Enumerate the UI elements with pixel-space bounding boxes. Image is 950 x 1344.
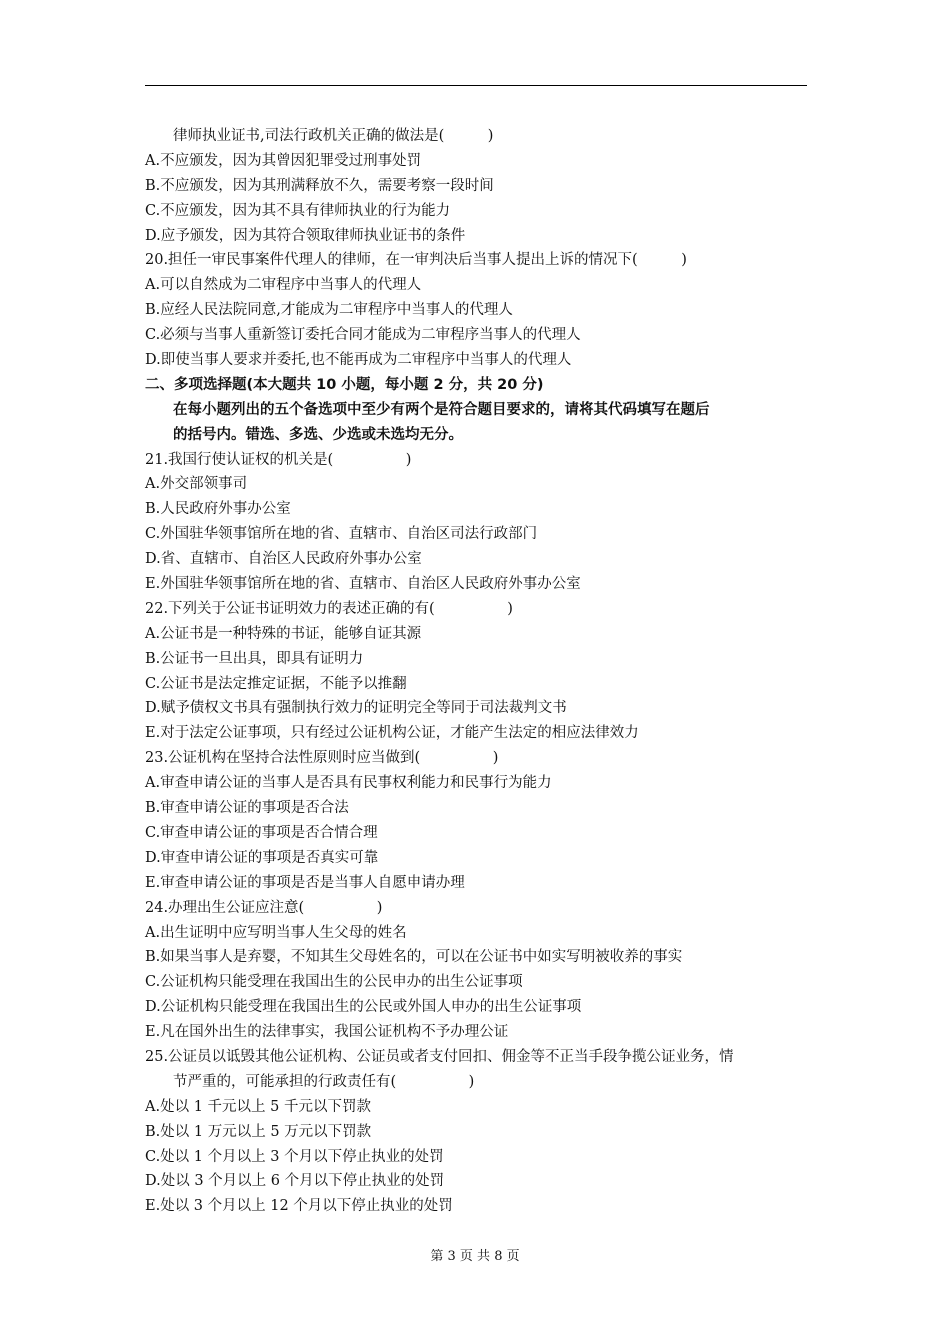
option-line: D.处以 3 个月以上 6 个月以下停止执业的处罚 [145,1173,445,1190]
question-24: 24.办理出生公证应注意( ) [145,899,383,916]
option-line: B.如果当事人是弃婴，不知其生父母姓名的，可以在公证书中如实写明被收养的事实 [145,949,683,966]
option-line: E.对于法定公证事项，只有经过公证机构公证，才能产生法定的相应法律效力 [145,725,639,742]
option-line: E.处以 3 个月以上 12 个月以下停止执业的处罚 [145,1198,453,1215]
question-21: 21.我国行使认证权的机关是( ) [145,451,412,468]
option-line: B.不应颁发，因为其刑满释放不久，需要考察一段时间 [145,177,494,194]
option-line: C.必须与当事人重新签订委托合同才能成为二审程序当事人的代理人 [145,327,581,344]
option-line: B.应经人民法院同意,才能成为二审程序中当事人的代理人 [145,302,513,319]
option-line: B.审查申请公证的事项是否合法 [145,800,349,817]
exam-content [145,124,810,1219]
option-line: A.外交部领事司 [145,476,248,493]
option-line: D.应予颁发，因为其符合领取律师执业证书的条件 [145,227,466,244]
option-line: A.可以自然成为二审程序中当事人的代理人 [145,277,422,294]
header-rule [145,85,807,86]
option-line: C.外国驻华领事馆所在地的省、直辖市、自治区司法行政部门 [145,526,538,543]
section-instruction: 在每小题列出的五个备选项中至少有两个是符合题目要求的，请将其代码填写在题后 [173,401,710,418]
option-line: E.凡在国外出生的法律事实，我国公证机构不予办理公证 [145,1024,509,1041]
option-line: A.出生证明中应写明当事人生父母的姓名 [145,924,407,941]
section-heading: 二、多项选择题(本大题共 10 小题，每小题 2 分，共 20 分) [145,376,544,393]
page-footer: 第 3 页 共 8 页 [430,1249,520,1264]
question-continuation: 律师执业证书,司法行政机关正确的做法是( ) [173,128,494,144]
option-line: E.外国驻华领事馆所在地的省、直辖市、自治区人民政府外事办公室 [145,576,581,593]
option-line: A.处以 1 千元以上 5 千元以下罚款 [145,1098,371,1115]
option-line: D.省、直辖市、自治区人民政府外事办公室 [145,551,422,568]
option-line: D.即使当事人要求并委托,也不能再成为二审程序中当事人的代理人 [145,352,572,369]
option-line: E.审查申请公证的事项是否是当事人自愿申请办理 [145,874,465,891]
question-20: 20.担任一审民事案件代理人的律师，在一审判决后当事人提出上诉的情况下( ) [145,252,687,269]
section-instruction: 的括号内。错选、多选、少选或未选均无分。 [173,426,463,443]
option-line: A.公证书是一种特殊的书证，能够自证其源 [145,625,422,642]
question-25-continuation: 节严重的，可能承担的行政责任有( ) [173,1073,475,1090]
option-line: C.不应颁发，因为其不具有律师执业的行为能力 [145,202,451,219]
option-line: D.审查申请公证的事项是否真实可靠 [145,849,379,866]
option-line: C.审查申请公证的事项是否合情合理 [145,824,378,841]
option-line: B.人民政府外事办公室 [145,501,291,518]
question-25: 25.公证员以诋毁其他公证机构、公证员或者支付回扣、佣金等不正当手段争揽公证业务，情 [145,1048,734,1065]
option-line: D.公证机构只能受理在我国出生的公民或外国人申办的出生公证事项 [145,999,582,1016]
question-22: 22.下列关于公证书证明效力的表述正确的有( ) [145,600,513,617]
question-23: 23.公证机构在坚持合法性原则时应当做到( ) [145,750,499,767]
option-line: B.公证书一旦出具，即具有证明力 [145,650,364,667]
option-line: C.公证书是法定推定证据，不能予以推翻 [145,675,407,692]
option-line: C.公证机构只能受理在我国出生的公民申办的出生公证事项 [145,974,523,991]
option-line: C.处以 1 个月以上 3 个月以下停止执业的处罚 [145,1148,444,1165]
option-line: D.赋予债权文书具有强制执行效力的证明完全等同于司法裁判文书 [145,700,567,717]
option-line: A.审查申请公证的当事人是否具有民事权利能力和民事行为能力 [145,775,552,792]
option-line: A.不应颁发，因为其曾因犯罪受过刑事处罚 [145,152,422,169]
option-line: B.处以 1 万元以上 5 万元以下罚款 [145,1123,372,1140]
